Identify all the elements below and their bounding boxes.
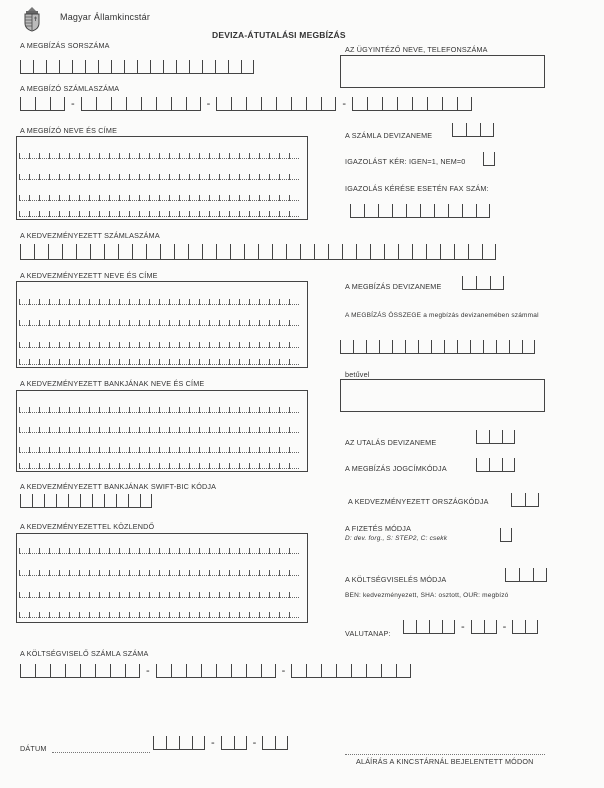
payment-method-label: A FIZETÉS MÓDJA (345, 524, 412, 533)
message-input[interactable] (16, 533, 308, 623)
account-currency-input[interactable] (452, 123, 494, 137)
payment-method-hint: D: dev. forg., S: STEP2, C: csekk (345, 535, 448, 542)
payer-name-label: A MEGBÍZÓ NEVE ÉS CÍME (20, 126, 118, 135)
fax-input[interactable] (350, 204, 490, 218)
beneficiary-name-label: A KEDVEZMÉNYEZETT NEVE ÉS CÍME (20, 271, 158, 280)
date-dotted-line (52, 752, 150, 753)
date-label: DÁTUM (20, 744, 47, 753)
swift-input[interactable] (20, 494, 152, 508)
clerk-label: AZ ÜGYINTÉZŐ NEVE, TELEFONSZÁMA (345, 45, 488, 54)
beneficiary-account-input[interactable] (20, 244, 496, 260)
bank-name-label: A KEDVEZMÉNYEZETT BANKJÁNAK NEVE ÉS CÍME (20, 379, 205, 388)
amount-label: A MEGBÍZÁS ÖSSZEGE a megbízás devizanemében számmal (345, 312, 539, 319)
order-currency-label: A MEGBÍZÁS DEVIZANEME (345, 282, 442, 291)
beneficiary-account-label: A KEDVEZMÉNYEZETT SZÁMLASZÁMA (20, 231, 160, 240)
account-currency-label: A SZÁMLA DEVIZANEME (345, 131, 433, 140)
country-input[interactable] (511, 493, 539, 507)
payer-account-label: A MEGBÍZÓ SZÁMLASZÁMA (20, 84, 120, 93)
transfer-currency-input[interactable] (476, 430, 515, 444)
order-number-label: A MEGBÍZÁS SORSZÁMA (20, 41, 110, 50)
confirmation-label: IGAZOLÁST KÉR: IGEN=1, NEM=0 (345, 157, 466, 166)
swift-label: A KEDVEZMÉNYEZETT BANKJÁNAK SWIFT-BIC KÓDJA (20, 482, 217, 491)
legal-title-input[interactable] (476, 458, 515, 472)
hungarian-coat-of-arms-icon (22, 6, 42, 32)
cost-account-input[interactable]: - - (20, 664, 411, 678)
confirmation-input[interactable] (483, 152, 495, 166)
cost-account-label: A KÖLTSÉGVISELŐ SZÁMLA SZÁMA (20, 649, 149, 658)
order-currency-input[interactable] (462, 276, 504, 290)
legal-title-label: A MEGBÍZÁS JOGCÍMKÓDJA (345, 464, 447, 473)
beneficiary-name-input[interactable] (16, 281, 308, 368)
cost-bearing-label: A KÖLTSÉGVISELÉS MÓDJA (345, 575, 447, 584)
signature-line[interactable] (345, 754, 545, 755)
bank-name-input[interactable] (16, 390, 308, 472)
fax-label: IGAZOLÁS KÉRÉSE ESETÉN FAX SZÁM: (345, 184, 489, 193)
cost-bearing-input[interactable] (505, 568, 547, 582)
order-number-input[interactable] (20, 60, 254, 74)
clerk-input[interactable] (340, 55, 545, 88)
payer-name-input[interactable] (16, 136, 308, 220)
form-title: DEVIZA-ÁTUTALÁSI MEGBÍZÁS (212, 30, 346, 40)
payment-method-input[interactable] (500, 528, 512, 542)
cost-bearing-hint: BEN: kedvezményezett, SHA: osztott, OUR: megbízó (345, 592, 509, 599)
payer-account-input[interactable]: - - - (20, 97, 472, 111)
amount-input[interactable] (340, 340, 535, 354)
value-date-label: VALUTANAP: (345, 629, 391, 638)
message-label: A KEDVEZMÉNYEZETTEL KÖZLENDŐ (20, 522, 155, 531)
value-date-input[interactable]: - - (403, 620, 538, 634)
amount-words-input[interactable] (340, 379, 545, 412)
transfer-currency-label: AZ UTALÁS DEVIZANEME (345, 438, 437, 447)
signature-label: ALÁÍRÁS A KINCSTÁRNÁL BEJELENTETT MÓDON (356, 757, 534, 766)
amount-words-label: betűvel (345, 370, 370, 379)
country-label: A KEDVEZMÉNYEZETT ORSZÁGKÓDJA (348, 497, 489, 506)
date-input[interactable]: - - (153, 736, 288, 750)
org-name: Magyar Államkincstár (60, 12, 151, 22)
